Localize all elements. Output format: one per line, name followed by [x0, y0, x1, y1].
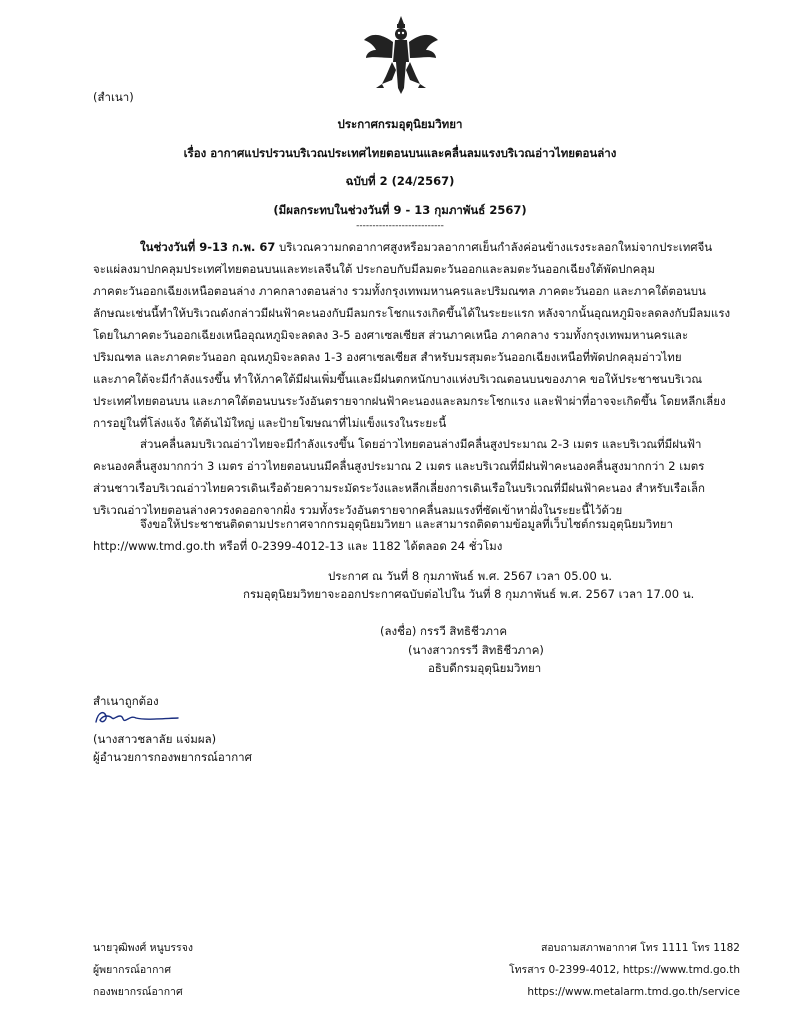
body-line: การอยู่ในที่โล่งแจ้ง ใต้ต้นไม้ใหญ่ และป้ายโฆษณาที่ไม่แข็งแรงในระยะนี้ — [93, 416, 447, 430]
body-line: คะนองคลื่นสูงมากกว่า 3 เมตร อ่าวไทยตอนบนมีคลื่นสูงประมาณ 2 เมตร และบริเวณที่มีฝนฟ้าคะนองคลื่นสูงมากกว่า 2 เมตร — [93, 459, 705, 473]
announce-date: ประกาศ ณ วันที่ 8 กุมภาพันธ์ พ.ศ. 2567 เวลา 05.00 น. — [328, 569, 612, 583]
certified-label: สำเนาถูกต้อง — [93, 694, 159, 708]
period-lead: ในช่วงวันที่ 9-13 ก.พ. 67 — [140, 240, 276, 254]
body-line: บริเวณความกดอากาศสูงหรือมวลอากาศเย็นกำลังค่อนข้างแรงระลอกใหม่จากประเทศจีน — [275, 240, 713, 254]
body-line: ส่วนชาวเรือบริเวณอ่าวไทยควรเดินเรือด้วยความระมัดระวังและหลีกเลี่ยงการเดินเรือในบริเวณที่มีฝนฟ้าคะนอง สำหรับเรือเล็ก — [93, 481, 706, 495]
garuda-emblem-icon — [362, 14, 440, 96]
footer-left — [93, 937, 193, 1003]
signer-position: อธิบดีกรมอุตุนิยมวิทยา — [428, 661, 542, 675]
metalarm-link[interactable]: https://www.metalarm.tmd.go.th/service — [527, 986, 740, 998]
body-line: ลักษณะเช่นนี้ทำให้บริเวณดังกล่าวมีฝนฟ้าคะนองกับมีลมกระโชกแรงเกิดขึ้นได้ในระยะแรก หลังจากนั้นอุณหภูมิจะลดลงกับมีลมแรง — [93, 306, 731, 320]
issue-number: ฉบับที่ 2 (24/2567) — [345, 174, 455, 188]
certifier-position: ผู้อำนวยการกองพยากรณ์อากาศ — [93, 750, 252, 764]
signer-name: (นางสาวกรรวี สิทธิชีวภาค) — [408, 643, 544, 657]
paragraph-waves — [93, 433, 733, 521]
body-line: ปริมณฑล และภาคตะวันออก อุณหภูมิจะลดลง 1-3 องศาเซลเซียส สำหรับมรสุมตะวันออกเฉียงเหนือที่พัดปกคลุมอ่าวไทย — [93, 350, 682, 364]
body-line: โดยในภาคตะวันออกเฉียงเหนืออุณหภูมิจะลดลง 3-5 องศาเซลเซียส ส่วนภาคเหนือ ภาคกลาง รวมทั้งกรุงเทพมหานครและ — [93, 328, 689, 342]
contact-phone: สอบถามสภาพอากาศ โทร 1111 โทร 1182 — [540, 942, 740, 954]
copy-label: (สำเนา) — [93, 90, 134, 104]
paragraph-weather — [93, 236, 733, 434]
body-line: จึงขอให้ประชาชนติดตามประกาศจากกรมอุตุนิยมวิทยา และสามารถติดตามข้อมูลที่เว็บไซต์กรมอุตุนิยมวิทยา — [140, 517, 674, 531]
certifier-name: (นางสาวชลาลัย แจ่มผล) — [93, 732, 217, 746]
body-line: จะแผ่ลงมาปกคลุมประเทศไทยตอนบนและทะเลจีนใต้ ประกอบกับมีลมตะวันออกและลมตะวันออกเฉียงใต้พัดปกคลุม — [93, 262, 655, 276]
body-line: ส่วนคลื่นลมบริเวณอ่าวไทยจะมีกำลังแรงขึ้น โดยอ่าวไทยตอนล่างมีคลื่นสูงประมาณ 2-3 เมตร และบริเวณที่มีฝนฟ้า — [140, 437, 702, 451]
handwritten-signature — [92, 706, 182, 728]
announcement-subject: เรื่อง อากาศแปรปรวนบริเวณประเทศไทยตอนบนและคลื่นลมแรงบริเวณอ่าวไทยตอนล่าง — [183, 146, 617, 160]
body-line: ภาคตะวันออกเฉียงเหนือตอนล่าง ภาคกลางตอนล่าง รวมทั้งกรุงเทพมหานครและปริมณฑล ภาคตะวันออก และภาคใต้ตอนบน — [93, 284, 706, 298]
next-announce: กรมอุตุนิยมวิทยาจะออกประกาศฉบับต่อไปใน วันที่ 8 กุมภาพันธ์ พ.ศ. 2567 เวลา 17.00 น. — [243, 587, 695, 601]
body-line: และภาคใต้จะมีกำลังแรงขึ้น ทำให้ภาคใต้มีฝนเพิ่มขึ้นและมีฝนตกหนักบางแห่งบริเวณตอนบนของภาค ขอให้ประชาชนบริเวณ — [93, 372, 703, 386]
body-line: บริเวณอ่าวไทยตอนล่างควรงดออกจากฝั่ง รวมทั้งระวังอันตรายจากคลื่นลมแรงที่ซัดเข้าหาฝั่งในระยะนี้ไว้ด้วย — [93, 503, 623, 517]
forecast-division: กองพยากรณ์อากาศ — [93, 986, 183, 998]
footer-right — [440, 937, 740, 1003]
effective-period: (มีผลกระทบในช่วงวันที่ 9 - 13 กุมภาพันธ์ 2567) — [273, 203, 527, 217]
body-line: ประเทศไทยตอนบน และภาคใต้ตอนบนระวังอันตรายจากฝนฟ้าคะนองและลมกระโชกแรง และฟ้าผ่าที่อาจจะเกิดขึ้น โดยหลีกเลี่ยง — [93, 394, 726, 408]
contact-fax-web[interactable]: โทรสาร 0-2399-4012, https://www.tmd.go.th — [509, 964, 740, 976]
body-line: http://www.tmd.go.th หรือที่ 0-2399-4012-13 และ 1182 ได้ตลอด 24 ชั่วโมง — [93, 539, 503, 553]
signed-line: (ลงชื่อ) กรรวี สิทธิชีวภาค — [380, 624, 508, 638]
forecaster-title: ผู้พยากรณ์อากาศ — [93, 964, 171, 976]
header-divider: --------------------------- — [356, 221, 444, 231]
forecaster-name: นายวุฒิพงศ์ หนูบรรจง — [93, 942, 193, 954]
paragraph-contact — [93, 513, 733, 557]
announcement-title: ประกาศกรมอุตุนิยมวิทยา — [337, 117, 463, 131]
